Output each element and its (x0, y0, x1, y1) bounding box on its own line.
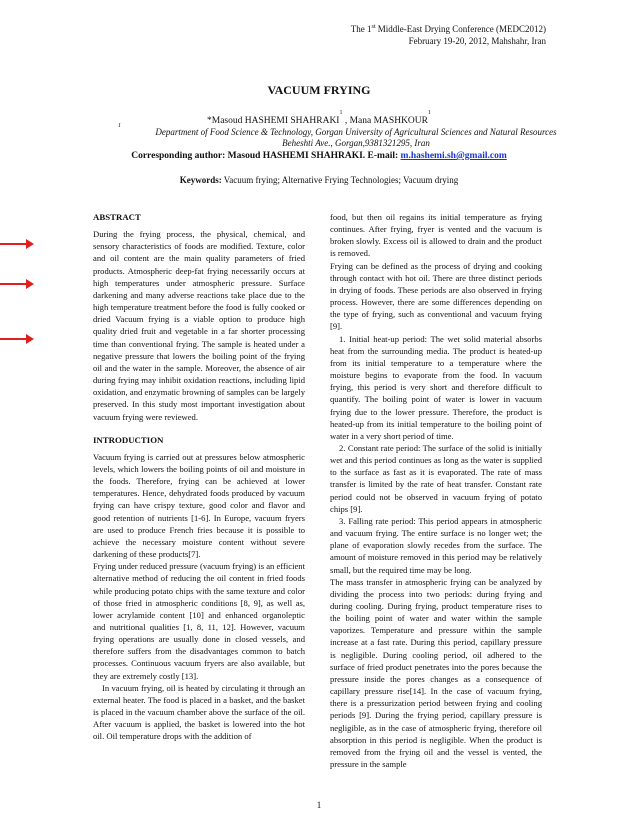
abstract-text: During the frying process, the physical, chemical, and sensory characteristics of foods are modified. Texture, color and oil content are the main quality parameters of fried products. Atmospheric deep-fat frying necessarily occurs at high temperatures under atmospheric pressure. Surface darkening and many adverse reactions take place due to the high temperature treatment before the food is fully cooked or dried Vacuum frying is a viable option to produce high quality dried fruit and vegetable in a far shorter processing time than conventional frying. The sample is heated under a negative pressure that lowers the boiling point of the frying oil and the water in the sample. Moreover, the absence of air during frying may inhibit oxidation reactions, including lipid oxidation, and enzymatic browning of samples can be largely preserved. In this study most important investigation about vacuum frying were reviewed. (93, 229, 305, 422)
annotation-arrow-icon (0, 243, 32, 245)
author-2: Mana MASHKOUR (349, 116, 428, 127)
intro-paragraph-1: Vacuum frying is carried out at pressures below atmospheric levels, which lowers the boiling points of oil and moisture in the foods. Therefore, frying can be achieved at lower temperatures. Hence, dehydrated foods produced by vacuum frying can have crispy texture, good color and flavor and good retention of nutrients [1-6]. In Europe, vacuum fryers are used to produce French fries because it is possible to achieve the necessary moisture content without severe darkening of these products[7]. (93, 451, 305, 560)
body-paragraph-2: Frying can be defined as the process of drying and cooking through contact with hot oil. There are three distinct periods in drying of foods. These periods are also observed in frying process. However, there are some differences depending on the type of frying, such as conventional and vacuum frying [9]. (330, 260, 542, 332)
affiliation: Department of Food Science & Technology, Gorgan University of Agricultural Sciences and Natural Resources Beheshti Ave., Gorgan,9381321295, Iran (155, 127, 557, 148)
page-number: 1 (316, 800, 322, 810)
author-1: *Masoud HASHEMI SHAHRAKI (207, 116, 340, 127)
keywords: Keywords: Vacuum frying; Alternative Frying Technologies; Vacuum drying (179, 175, 459, 185)
paper-title: VACUUM FRYING (267, 83, 371, 97)
falling-rate-period: 3. Falling rate period: This period appears in atmospheric and vacuum frying. The entire surface is no longer wet; the plane of evaporation slowly recedes from the surface. The amount of moisture removed in this period may be relatively small, but the required time may be long. (330, 515, 542, 575)
body-paragraph-6: The mass transfer in atmospheric frying can be analyzed by dividing the process into two periods: during frying and during cooling. During frying, product temperature rises to the boiling point of water and water within the sample vaporizes. Temperature and pressure within the sample increase at a fast rate. During this period, capillary pressure is negligible. During cooling period, oil adhered to the surface of fried product penetrates into the pores because the pressure inside the pores changes as a consequence of capillary pressure rise[14]. In the case of vacuum frying, there is a pressurization period between frying and cooling periods [9]. During the frying period, capillary pressure is negligible, as in the case of atmospheric frying, therefore oil absorption in this period is negligible. When the product is removed from the frying oil and the vessel is vented, the pressure in the sample (330, 576, 542, 770)
email-link[interactable]: m.hashemi.sh@gmail.com (400, 151, 507, 161)
introduction-heading: INTRODUCTION (93, 434, 164, 445)
conference-name: The 1st Middle-East Drying Conference (MEDC2012) (350, 24, 546, 34)
body-paragraph-1: food, but then oil regains its initial temperature as frying continues. After frying, fryer is vented and the vacuum is broken slowly. Excess oil is allowed to drain and the product is removed. (330, 212, 542, 259)
abstract-heading: ABSTRACT (93, 212, 141, 222)
affiliation-superscript: 1 (118, 123, 121, 129)
conference-header (226, 22, 546, 47)
constant-rate-period: 2. Constant rate period: The surface of the solid is initially wet and this period continues as long as the water is supplied to the surface as fast as it is evaporated. The rate of mass transfer is limited by the rate of heat transfer. Constant rate period could not be observed in vacuum frying of potato chips [9]. (330, 442, 542, 514)
conference-date-place: February 19-20, 2012, Mahshahr, Iran (408, 35, 546, 46)
intro-paragraph-3: In vacuum frying, oil is heated by circulating it through an external heater. The food is placed in a basket, and the basket is placed in the vacuum chamber above the surface of the oil. After vacuum is applied, the basket is lowered into the hot oil. Oil temperature drops with the addition of (93, 682, 305, 742)
corresponding-author: Corresponding author: Masoud HASHEMI SHAHRAKI. E-mail: m.hashemi.sh@gmail.com (131, 151, 507, 161)
author-line: *Masoud HASHEMI SHAHRAKI$^1$ , Mana MASHKOUR$^1$ (207, 110, 431, 127)
right-column (330, 211, 542, 770)
left-column (93, 211, 305, 743)
intro-paragraph-2: Frying under reduced pressure (vacuum frying) is an efficient alternative method of reducing the oil content in fried foods while producing potato chips with the same texture and color of those fried in atmospheric conditions [8, 9], as well as, lower acrylamide content [10] and enhanced organoleptic and nutritional qualities [1, 8, 11, 12]. However, vacuum frying operations are usually done in closed vessels, and therefore suffers from the disadvantages common to batch processes. Continuous vacuum fryers are also available, but they are extremely costly [13]. (93, 561, 305, 681)
annotation-arrow-icon (0, 338, 32, 340)
annotation-arrow-icon (0, 283, 32, 285)
initial-heat-up-period: 1. Initial heat-up period: The wet solid material absorbs heat from the surrounding media. The product is heated-up from its initial temperature to a temperature where the moisture begins to evaporate from the food. In vacuum frying, this period is very short and therefore difficult to quantify. The boiling point of water is lower in vacuum frying due to the lower pressure. Therefore, the product is heated-up from its initial temperature to the boiling point of water in a very short period of time. (330, 333, 542, 441)
